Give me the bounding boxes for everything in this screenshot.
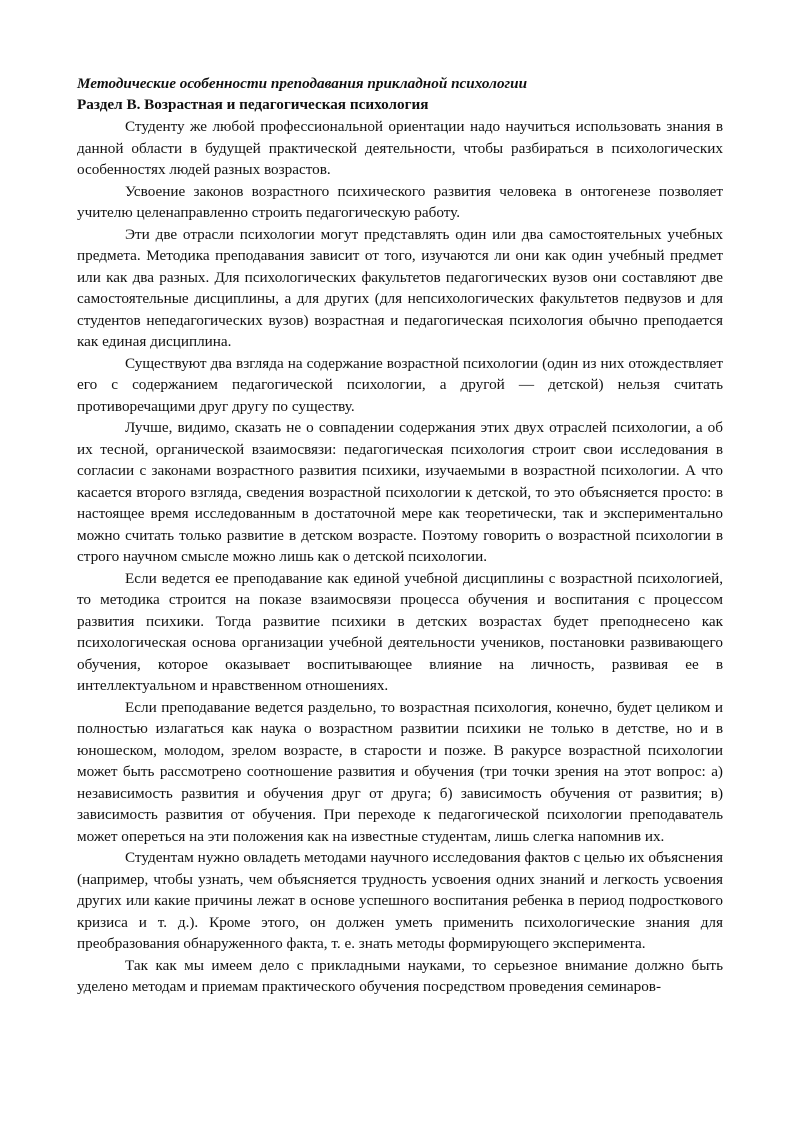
document-title: Методические особенности преподавания прикладной психологии [77,75,528,92]
paragraph: Лучше, видимо, сказать не о совпадении содержания этих двух отраслей психологии, а об их тесной, органической взаимосвязи: педагогическая психология строит свои исследования в согласии с законами возрастного развития психики, изучаемыми в возрастной психологии. А что касается второго взгляда, сведения возрастной психологии к детской, то это объясняется просто: в настоящее время исследованным в достаточной мере как теоретически, так и экспериментально можно считать только развитие в детском возрасте. Поэтому говорить о возрастной психологии в строго научном смысле можно лишь как о детской психологии. [77,419,723,565]
paragraph: Существуют два взгляда на содержание возрастной психологии (один из них отождествляет его с содержанием педагогической психологии, а другой — детской) нельзя считать противоречащими друг другу по существу. [77,354,723,415]
paragraph: Эти две отрасли психологии могут представлять один или два самостоятельных учебных предмета. Методика преподавания зависит от того, изучаются ли они как один учебный предмет или как два разных. Для психологических факультетов педагогических вузов они составляют две самостоятельные дисциплины, а для других (для непсихологических факультетов педвузов и для студентов непедагогических вузов) возрастная и педагогическая психология обычно преподается как единая дисциплина. [77,225,723,350]
paragraph: Усвоение законов возрастного психического развития человека в онтогенезе позволяет учителю целенаправленно строить педагогическую работу. [77,182,723,221]
paragraph: Студентам нужно овладеть методами научного исследования фактов с целью их объяснения (например, чтобы узнать, чем объясняется трудность усвоения одних знаний и легкость усвоения других или какие причины лежат в основе успешного воспитания ребенка в период подросткового кризиса и т. д.). Кроме этого, он должен уметь применить психологические знания для преобразования обнаруженного факта, т. е. знать методы формирующего эксперимента. [77,849,723,952]
paragraph: Студенту же любой профессиональной ориентации надо научиться использовать знания в данной области в будущей практической деятельности, чтобы разбираться в психологических особенностях людей разных возрастов. [77,118,723,178]
paragraph: Так как мы имеем дело с прикладными науками, то серьезное внимание должно быть уделено методам и приемам практического обучения посредством проведения семинаров- [77,956,723,995]
section-heading: Раздел В. Возрастная и педагогическая психология [77,96,429,113]
document-page [77,73,723,998]
paragraph: Если преподавание ведется раздельно, то возрастная психология, конечно, будет целиком и полностью излагаться как наука о возрастном развитии психики не только в детстве, но и в юношеском, молодом, зрелом возрасте, в старости и позже. В ракурсе возрастной психологии может быть рассмотрено соотношение развития и обучения (три точки зрения на этот вопрос: а) независимость развития и обучения друг от друга; б) зависимость обучения от развития; в) зависимость развития от обучения. При переходе к педагогической психологии преподаватель может опереться на эти положения как на известные студентам, лишь слегка напомнив их. [77,698,723,845]
paragraph: Если ведется ее преподавание как единой учебной дисциплины с возрастной психологией, то методика строится на показе взаимосвязи процесса обучения и воспитания с процессом развития психики. Тогда развитие психики в детских возрастах будет преподнесено как психологическая основа организации учебной деятельности учеников, постановки развивающего обучения, которое оказывает воспитывающее влияние на личность, развивая ее в интеллектуальном и нравственном отношениях. [77,569,723,694]
